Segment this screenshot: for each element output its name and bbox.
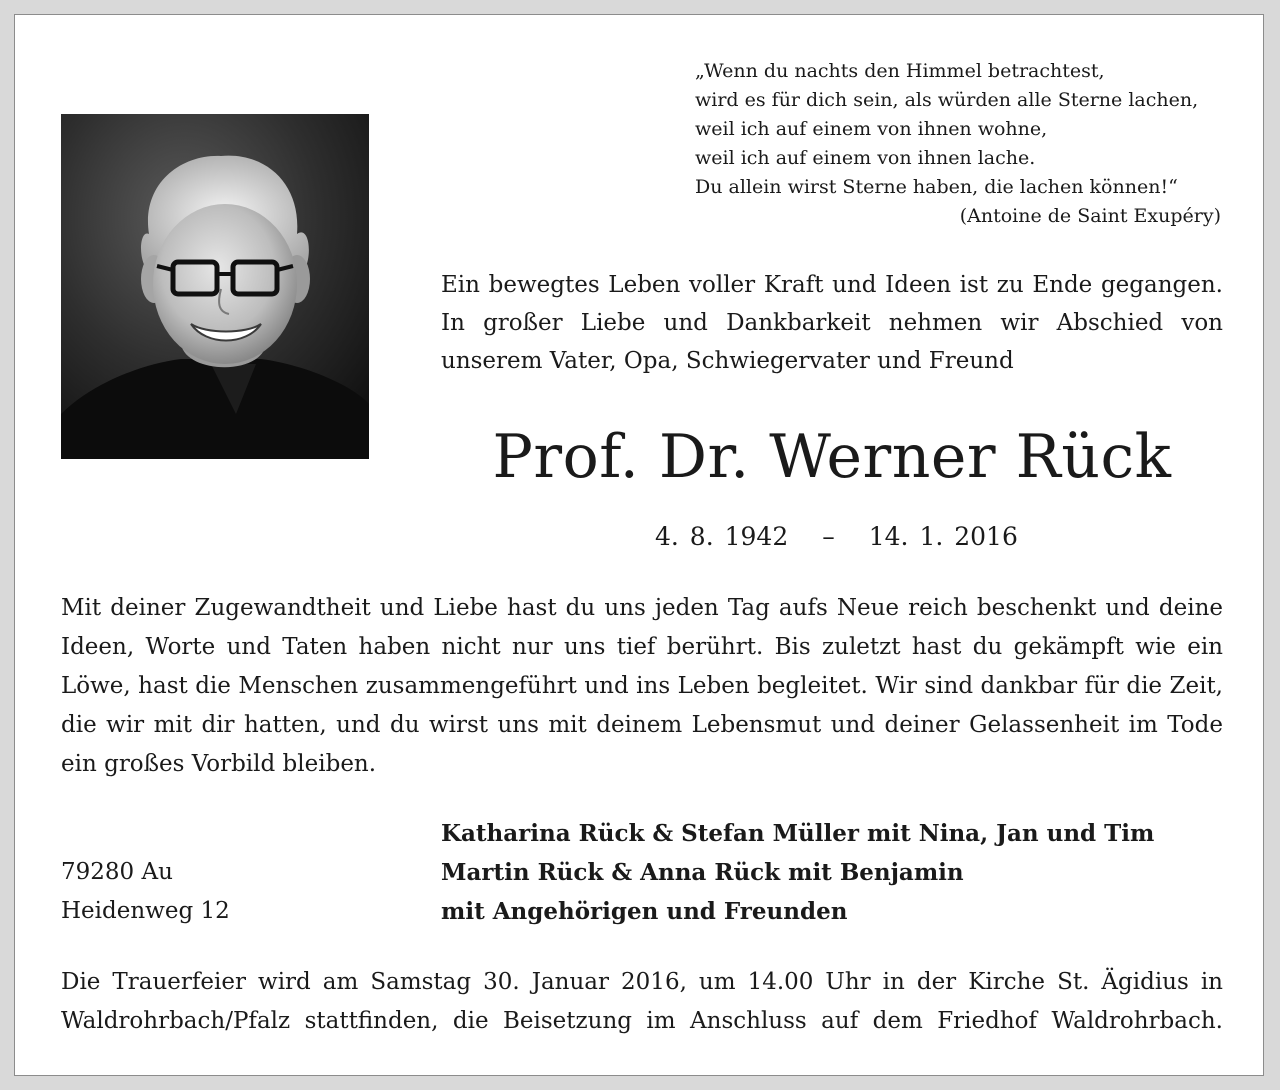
- family-line: Martin Rück & Anna Rück mit Benjamin: [441, 859, 964, 886]
- ceremony-line: Die Trauerfeier wird am Samstag 30. Januar 2016, um 14.00 Uhr in der Kirche St. Ägidius in: [61, 969, 1223, 995]
- quote-line: weil ich auf einem von ihnen lache.: [695, 147, 1036, 169]
- portrait-photo: [61, 114, 369, 459]
- date-separator: –: [822, 522, 835, 551]
- address-street: Heidenweg 12: [61, 898, 230, 924]
- ceremony-text: [61, 963, 1223, 1041]
- family-line: Katharina Rück & Stefan Müller mit Nina, Jan und Tim: [441, 820, 1155, 847]
- intro-text: Ein bewegtes Leben voller Kraft und Ideen ist zu Ende gegangen. In großer Liebe und Dankbarkeit nehmen wir Abschied von unserem Vater, Opa, Schwiegervater und Freund: [441, 272, 1223, 374]
- birth-date: 4. 8. 1942: [655, 522, 789, 551]
- life-dates: [655, 519, 1018, 555]
- tribute-text: Mit deiner Zugewandtheit und Liebe hast du uns jeden Tag aufs Neue reich beschenkt und deine Ideen, Worte und Taten haben nicht nur uns tief berührt. Bis zuletzt hast du gekämpft wie ein Löwe, hast die Menschen zusammengeführt und ins Leben begleitet. Wir sind dankbar für die Zeit, die wir mit dir hatten, und du wirst uns mit deinem Lebensmut und deiner Gelassenheit im Tode ein großes Vorbild bleiben.: [61, 595, 1223, 777]
- death-date: 14. 1. 2016: [868, 522, 1018, 551]
- family-line: mit Angehörigen und Freunden: [441, 898, 848, 925]
- quote-line: „Wenn du nachts den Himmel betrachtest,: [695, 60, 1105, 82]
- family-list: [441, 814, 1154, 931]
- ceremony-line: Waldrohrbach/Pfalz stattfinden, die Beisetzung im Anschluss auf dem Friedhof Waldrohrbach.: [61, 1008, 1223, 1034]
- address-block: [61, 853, 230, 931]
- deceased-name: Prof. Dr. Werner Rück: [492, 422, 1172, 492]
- quote-block: [695, 57, 1221, 231]
- quote-author: (Antoine de Saint Exupéry): [959, 205, 1221, 227]
- quote-line: Du allein wirst Sterne haben, die lachen können!“: [695, 176, 1178, 198]
- quote-line: weil ich auf einem von ihnen wohne,: [695, 118, 1048, 140]
- obituary-frame: [14, 14, 1264, 1076]
- quote-line: wird es für dich sein, als würden alle Sterne lachen,: [695, 89, 1199, 111]
- portrait-photo-icon: [61, 114, 369, 459]
- address-city: 79280 Au: [61, 859, 173, 885]
